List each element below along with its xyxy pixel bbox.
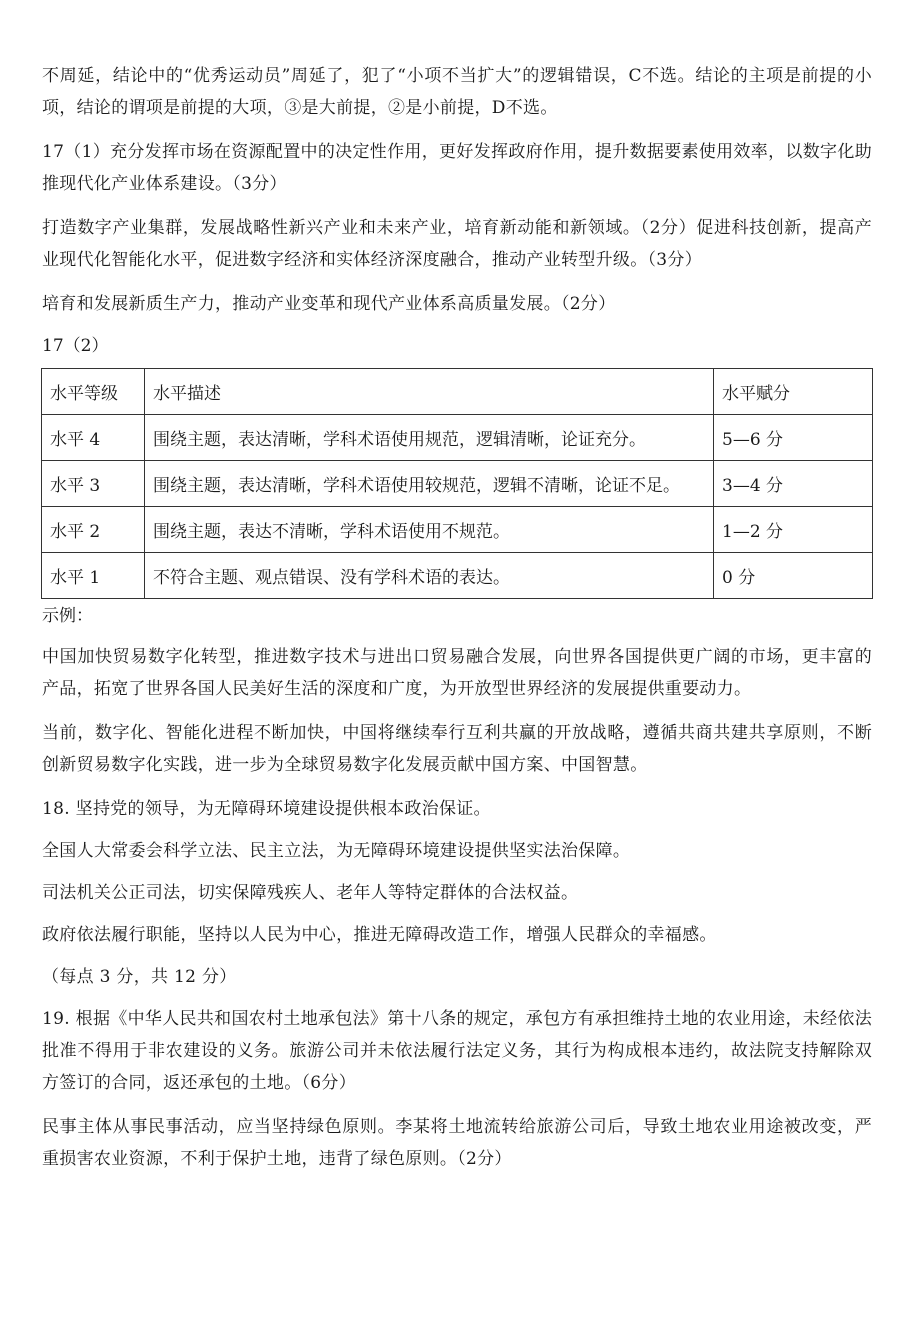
question-17-2-label: 17（2） — [42, 336, 109, 356]
row-level: 水平 2 — [42, 507, 145, 553]
row-description: 围绕主题，表达清晰，学科术语使用规范，逻辑清晰，论证充分。 — [145, 415, 714, 461]
row-score: 5—6 分 — [714, 415, 873, 461]
row-description: 围绕主题，表达不清晰，学科术语使用不规范。 — [145, 507, 714, 553]
row-level: 水平 3 — [42, 461, 145, 507]
answer-19-part-a: 19. 根据《中华人民共和国农村土地承包法》第十八条的规定，承包方有承担维持土地的农业用途，未经依法批准不得用于非农建设的义务。旅游公司并未依法履行法定义务，其行为构成根本违约，故法院支持解除双方签订的合同，返还承包的土地。（6分） — [42, 1009, 872, 1093]
row-description: 围绕主题，表达清晰，学科术语使用较规范，逻辑不清晰，论证不足。 — [145, 461, 714, 507]
answer-17-1-part-a: 17（1）充分发挥市场在资源配置中的决定性作用，更好发挥政府作用，提升数据要素使用效率，以数字化助推现代化产业体系建设。（3分） — [42, 142, 872, 194]
table-row — [42, 553, 873, 599]
example-paragraph-1: 中国加快贸易数字化转型，推进数字技术与进出口贸易融合发展，向世界各国提供更广阔的市场，更丰富的产品，拓宽了世界各国人民美好生活的深度和广度，为开放型世界经济的发展提供重要动力。 — [42, 647, 872, 699]
row-score: 0 分 — [714, 553, 873, 599]
row-level: 水平 1 — [42, 553, 145, 599]
row-score: 1—2 分 — [714, 507, 873, 553]
table-row — [42, 415, 873, 461]
answer-paragraph-logic: 不周延，结论中的“优秀运动员”周延了，犯了“小项不当扩大”的逻辑错误，C不选。结论的主项是前提的小项，结论的谓项是前提的大项，③是大前提，②是小前提，D不选。 — [42, 66, 872, 118]
header-description: 水平描述 — [145, 369, 714, 415]
answer-18-point-1: 18. 坚持党的领导，为无障碍环境建设提供根本政治保证。 — [42, 799, 491, 819]
table-row — [42, 461, 873, 507]
answer-18-score-note: （每点 3 分，共 12 分） — [42, 967, 237, 987]
header-score: 水平赋分 — [714, 369, 873, 415]
example-label: 示例： — [42, 606, 93, 626]
row-description: 不符合主题、观点错误、没有学科术语的表达。 — [145, 553, 714, 599]
answer-18-point-3: 司法机关公正司法，切实保障残疾人、老年人等特定群体的合法权益。 — [42, 883, 579, 903]
scoring-rubric-table — [41, 368, 873, 599]
answer-19-part-b: 民事主体从事民事活动，应当坚持绿色原则。李某将土地流转给旅游公司后，导致土地农业用途被改变，严重损害农业资源，不利于保护土地，违背了绿色原则。（2分） — [42, 1117, 872, 1169]
example-paragraph-2: 当前，数字化、智能化进程不断加快，中国将继续奉行互利共赢的开放战略，遵循共商共建共享原则，不断创新贸易数字化实践，进一步为全球贸易数字化发展贡献中国方案、中国智慧。 — [42, 723, 872, 775]
answer-17-1-part-b: 打造数字产业集群，发展战略性新兴产业和未来产业，培育新动能和新领域。（2分）促进科技创新，提高产业现代化智能化水平，促进数字经济和实体经济深度融合，推动产业转型升级。（3分） — [42, 218, 872, 270]
header-level: 水平等级 — [42, 369, 145, 415]
document-page — [42, 60, 872, 1187]
answer-18-point-4: 政府依法履行职能，坚持以人民为中心，推进无障碍改造工作，增强人民群众的幸福感。 — [42, 925, 717, 945]
table-row — [42, 507, 873, 553]
row-score: 3—4 分 — [714, 461, 873, 507]
table-header-row — [42, 369, 873, 415]
answer-18-point-2: 全国人大常委会科学立法、民主立法，为无障碍环境建设提供坚实法治保障。 — [42, 841, 631, 861]
answer-17-1-part-c: 培育和发展新质生产力，推动产业变革和现代产业体系高质量发展。（2分） — [42, 294, 616, 314]
row-level: 水平 4 — [42, 415, 145, 461]
